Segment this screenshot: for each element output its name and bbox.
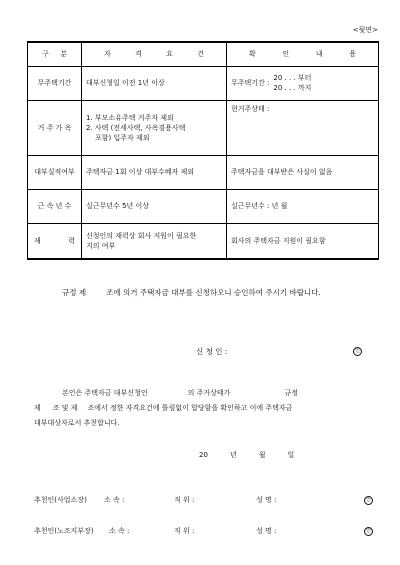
recommendation-line-2: 제 조 및 제 조에서 정한 자격요건에 틀림없이 합당함을 확인하고 이에 주택자금 xyxy=(34,404,293,412)
period-from: 20 . . . 부터 xyxy=(273,74,312,82)
row-confirmation: 회사의 주택자금 지원이 필요함 xyxy=(227,223,379,259)
period-to: 20 . . . 까지 xyxy=(273,84,312,92)
page-side-label: <뒷면> xyxy=(352,26,378,34)
seal-icon: 인 xyxy=(364,527,373,536)
row-label: 대부실적여부 xyxy=(28,155,82,189)
eligibility-table xyxy=(27,41,379,260)
header-requirements: 자 격 요 건 xyxy=(82,42,227,66)
recommender-row-2: 추천인(노조지부장) 소 속 : 직 위 : 성 명 : xyxy=(34,527,277,535)
table-row xyxy=(28,189,379,223)
row-confirmation: 현거주상태 : xyxy=(227,100,379,155)
row-label: 무주택기간 xyxy=(28,66,82,100)
table-row xyxy=(28,223,379,259)
seal-icon: 인 xyxy=(353,347,362,356)
header-category: 구 분 xyxy=(28,42,82,66)
applicant-line: 신 청 인 : xyxy=(196,347,228,356)
request-sentence: 규정 제 조에 의거 주택자금 대부를 신청하오니 승인하여 주시기 바랍니다. xyxy=(62,288,321,297)
recommendation-line-3: 대부대상자로서 추천합니다. xyxy=(34,419,120,427)
row-requirement: 1. 부모소유주택 거주자 제외 2. 사택 (전세사택, 사옥겸용사택 포함) 입주자 제외 xyxy=(82,100,227,155)
row-label: 근 속 년 수 xyxy=(28,189,82,223)
table-header-row xyxy=(28,42,379,66)
table-row xyxy=(28,100,379,155)
row-confirmation: 실근무년수 : 년 월 xyxy=(227,189,379,223)
table-row xyxy=(28,155,379,189)
recommendation-line-1: 본인은 주택자금 대부신청인 의 주거상태가 규정 xyxy=(62,389,298,397)
table-row xyxy=(28,66,379,100)
header-confirmation: 확 인 내 용 xyxy=(227,42,379,66)
row-confirmation: 무주택기간 : 20 . . . 부터 20 . . . 까지 xyxy=(227,66,379,100)
row-requirement: 주택자금 1회 이상 대부수혜자 제외 xyxy=(82,155,227,189)
row-label: 재 력 xyxy=(28,223,82,259)
row-requirement: 실근무년수 5년 이상 xyxy=(82,189,227,223)
date-line: 20 년 월 일 xyxy=(199,451,295,459)
row-label: 거 주 가 옥 xyxy=(28,100,82,155)
row-requirement: 신청인의 재력상 회사 지원이 필요한 지의 여부 xyxy=(82,223,227,259)
recommender-row-1: 추천인(사업소장) 소 속 : 직 위 : 성 명 : xyxy=(34,496,277,504)
row-requirement: 대부신청일 이전 1년 이상 xyxy=(82,66,227,100)
row-confirmation: 주택자금을 대부받은 사실이 없음 xyxy=(227,155,379,189)
seal-icon: 인 xyxy=(364,496,373,505)
